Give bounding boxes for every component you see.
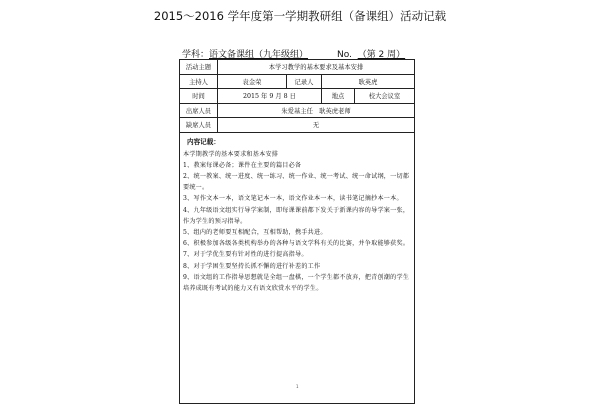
place-value: 校大会议室 bbox=[355, 89, 415, 104]
topic-row bbox=[180, 60, 415, 75]
week-number-value: （第 2 周） bbox=[357, 50, 406, 60]
time-value: 2015 年 9 月 8 日 bbox=[218, 89, 322, 104]
subject-value: 语文备课组（九年级组） bbox=[209, 50, 309, 60]
time-label: 时间 bbox=[180, 89, 218, 104]
content-line: 4、九年级语文组实行导学案制，即每课课前都下发关于新课内容的导学案一张，作为学生的预习指导。 bbox=[183, 206, 410, 225]
host-row bbox=[180, 74, 415, 89]
week-number-label: No. bbox=[337, 50, 352, 60]
content-line: 7、对于学优生要有针对性的进行提高指导。 bbox=[183, 251, 308, 259]
absent-row bbox=[180, 118, 415, 133]
content-row bbox=[180, 132, 415, 403]
host-label: 主持人 bbox=[180, 74, 218, 89]
topic-label: 活动主题 bbox=[180, 60, 218, 75]
attendees-label: 出席人员 bbox=[180, 103, 218, 118]
content-line: 9、语文组的工作指导思想就是全组一盘棋，一个学生都不放弃，把青创潮的学生培养成既有考试的能力又有语文欣赏水平的学生。 bbox=[183, 273, 410, 292]
content-heading: 内容记载： bbox=[187, 137, 220, 146]
attendees-value: 朱爱基主任 耿英虎老师 bbox=[218, 103, 415, 118]
content-line: 1、教案每课必备；课件在主要的篇目必备 bbox=[183, 161, 302, 169]
recorder-label: 记录人 bbox=[287, 74, 322, 89]
content-line: 2、统一教案、统一进度、统一练习、统一作业、统一考试、统一命试纲，一切都要统一。 bbox=[183, 172, 410, 192]
host-value: 袁金荣 bbox=[218, 74, 287, 89]
topic-value: 本学习教学的基本要求及基本安排 bbox=[218, 60, 415, 75]
content-line: 本学期教学的基本要求和基本安排 bbox=[183, 150, 279, 158]
absent-value: 无 bbox=[218, 118, 415, 133]
activity-record-table bbox=[179, 59, 415, 404]
document-title: 2015～2016 学年度第一学期教研组（备课组）活动记载 bbox=[153, 9, 447, 23]
content-line: 3、写作文本一本，语文笔记本一本，语文作业本一本，读书笔记摘抄本一本。 bbox=[183, 195, 403, 203]
attendees-row bbox=[180, 103, 415, 118]
content-line: 8、对于学困生要坚持长抓不懈的进行补差的工作 bbox=[183, 262, 321, 270]
place-label: 地点 bbox=[322, 89, 355, 104]
content-line: 5、组内的老师要互相配合，互相帮助，携手共进。 bbox=[183, 228, 327, 236]
content-cell bbox=[180, 132, 415, 403]
page-number: 1 bbox=[296, 384, 299, 389]
recorder-value: 耿英虎 bbox=[322, 74, 415, 89]
subject-label: 学科： bbox=[182, 50, 210, 60]
time-row bbox=[180, 89, 415, 104]
absent-label: 缺席人员 bbox=[180, 118, 218, 133]
content-line: 6、积极参加各级各类机构举办的各种与语文学科有关的比赛，并争取能够获奖。 bbox=[183, 240, 410, 248]
